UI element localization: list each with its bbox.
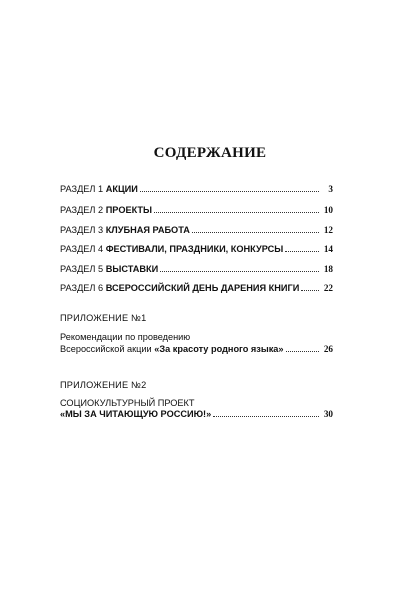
section-name: АКЦИИ	[105, 184, 138, 194]
section-prefix: РАЗДЕЛ 1	[60, 184, 104, 194]
page-number: 12	[323, 225, 333, 235]
appendix-1-heading: ПРИЛОЖЕНИЕ №1	[60, 313, 147, 323]
appendix-1-name: «За красоту родного языка»	[154, 344, 284, 354]
dot-leader	[154, 212, 319, 213]
appendix-2-name: «МЫ ЗА ЧИТАЮЩУЮ РОССИЮ!»	[60, 409, 212, 419]
appendix-1-line-1: Рекомендации по проведению	[60, 332, 191, 342]
appendix-2-heading: ПРИЛОЖЕНИЕ №2	[60, 380, 147, 390]
section-name: ПРОЕКТЫ	[105, 205, 153, 215]
page-number: 30	[323, 409, 333, 419]
dot-leader	[140, 191, 319, 192]
section-prefix: РАЗДЕЛ 4	[60, 244, 104, 254]
toc-entry-section-6[interactable]	[60, 282, 333, 294]
page-number: 22	[323, 283, 333, 293]
dot-leader	[286, 351, 319, 352]
toc-entry-appendix-2[interactable]	[60, 408, 333, 420]
section-prefix: РАЗДЕЛ 6	[60, 283, 104, 293]
toc-entry-section-1[interactable]	[60, 183, 333, 195]
dot-leader	[301, 290, 319, 291]
dot-leader	[192, 232, 319, 233]
page-number: 14	[323, 244, 333, 254]
appendix-2-line-1: СОЦИОКУЛЬТУРНЫЙ ПРОЕКТ	[60, 398, 195, 408]
section-prefix: РАЗДЕЛ 5	[60, 264, 104, 274]
toc-entry-section-2[interactable]	[60, 204, 333, 216]
dot-leader	[213, 416, 319, 417]
page-title: СОДЕРЖАНИЕ	[153, 145, 267, 161]
section-name: ФЕСТИВАЛИ, ПРАЗДНИКИ, КОНКУРСЫ	[105, 244, 284, 254]
page-number: 26	[323, 344, 333, 354]
dot-leader	[160, 271, 319, 272]
section-name: ВСЕРОССИЙСКИЙ ДЕНЬ ДАРЕНИЯ КНИГИ	[105, 283, 300, 293]
page-number: 18	[323, 264, 333, 274]
section-name: ВЫСТАВКИ	[105, 264, 159, 274]
section-name: КЛУБНАЯ РАБОТА	[105, 225, 190, 235]
page-number: 3	[328, 184, 333, 194]
dot-leader	[285, 251, 319, 252]
toc-entry-section-3[interactable]	[60, 224, 333, 236]
toc-entry-section-4[interactable]	[60, 243, 333, 255]
appendix-1-prefix: Всероссийской акции	[60, 344, 152, 354]
page-number: 10	[323, 205, 333, 215]
section-prefix: РАЗДЕЛ 3	[60, 225, 104, 235]
toc-entry-appendix-1[interactable]	[60, 343, 333, 355]
section-prefix: РАЗДЕЛ 2	[60, 205, 104, 215]
toc-entry-section-5[interactable]	[60, 263, 333, 275]
